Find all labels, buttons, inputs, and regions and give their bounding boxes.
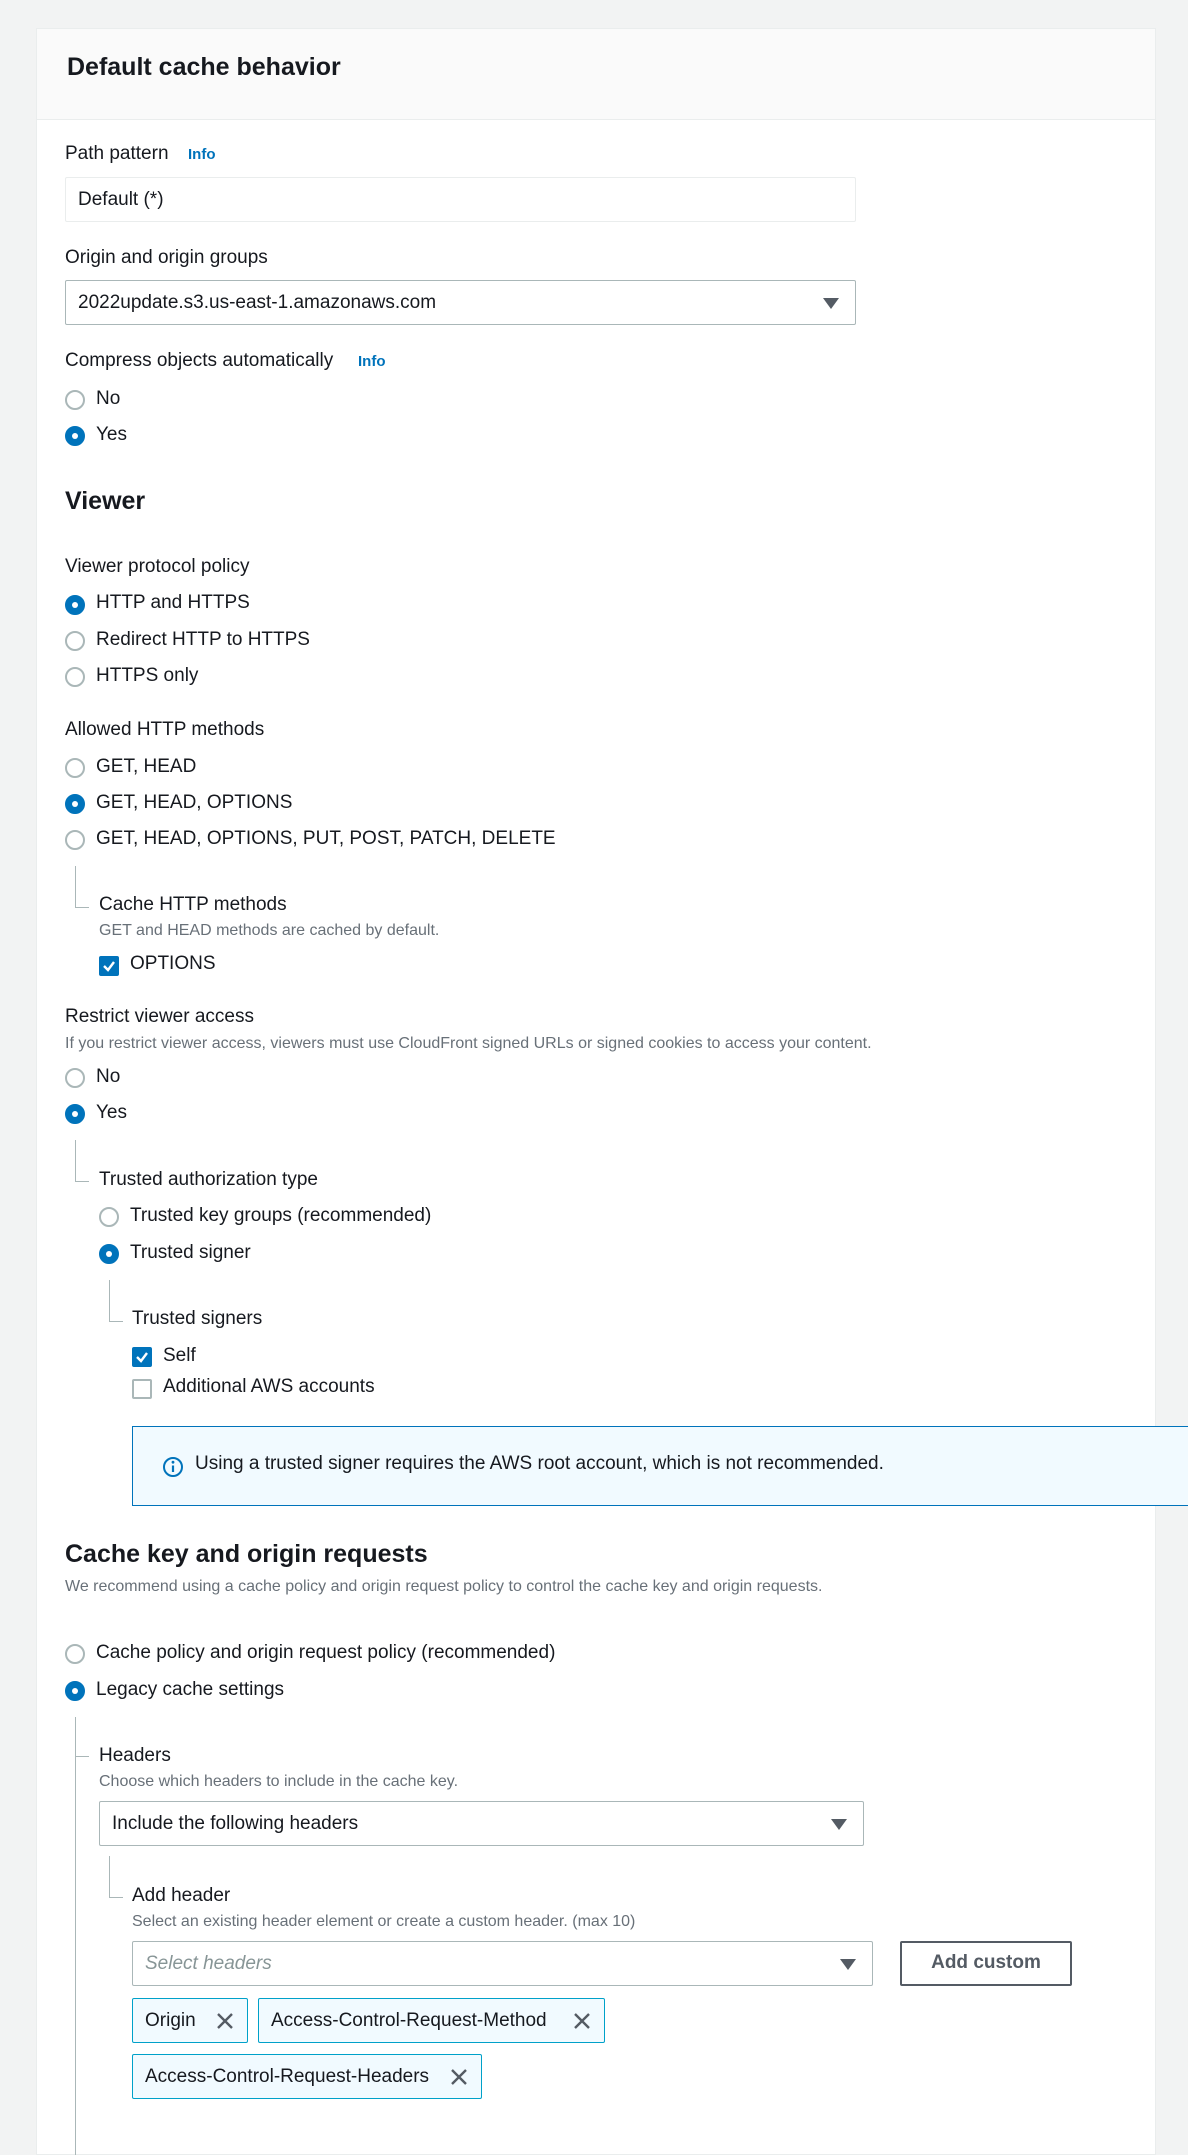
trusted-signers-label: Trusted signers bbox=[132, 1308, 263, 1329]
cache-policy-label: Cache policy and origin request policy (recommended) bbox=[96, 1642, 556, 1663]
protocol-http-https-radio[interactable] bbox=[65, 595, 85, 615]
tree-connector bbox=[109, 1897, 123, 1898]
restrict-no-label: No bbox=[96, 1066, 121, 1087]
compress-yes-radio[interactable] bbox=[65, 426, 85, 446]
trusted-signer-label: Trusted signer bbox=[130, 1242, 251, 1263]
cache-options-checkbox[interactable] bbox=[99, 956, 119, 976]
tree-connector bbox=[75, 1756, 89, 1757]
tree-connector bbox=[75, 907, 89, 908]
select-headers-input[interactable] bbox=[132, 1941, 873, 1986]
header-token-label: Access-Control-Request-Headers bbox=[145, 2066, 430, 2087]
compress-yes-label: Yes bbox=[96, 424, 127, 445]
methods-get-head-options-label: GET, HEAD, OPTIONS bbox=[96, 792, 293, 813]
cache-key-description: We recommend using a cache policy and origin request policy to control the cache key and origin requests. bbox=[65, 1578, 823, 1595]
headers-label: Headers bbox=[99, 1745, 171, 1766]
caret-down-icon bbox=[823, 298, 839, 309]
viewer-heading: Viewer bbox=[65, 487, 146, 515]
path-pattern-info-link[interactable]: Info bbox=[188, 146, 216, 163]
protocol-redirect-radio[interactable] bbox=[65, 631, 85, 651]
add-header-description: Select an existing header element or create a custom header. (max 10) bbox=[132, 1913, 636, 1930]
signer-additional-accounts-checkbox[interactable] bbox=[132, 1379, 152, 1399]
legacy-cache-settings-label: Legacy cache settings bbox=[96, 1679, 285, 1700]
tree-connector bbox=[109, 1321, 123, 1322]
add-custom-button[interactable]: Add custom bbox=[900, 1941, 1072, 1986]
select-headers-placeholder: Select headers bbox=[145, 1953, 272, 1974]
compress-no-label: No bbox=[96, 388, 121, 409]
viewer-protocol-label: Viewer protocol policy bbox=[65, 556, 250, 577]
methods-get-head-options-radio[interactable] bbox=[65, 794, 85, 814]
add-header-label: Add header bbox=[132, 1885, 231, 1906]
signer-self-label: Self bbox=[163, 1345, 196, 1366]
checkmark-icon bbox=[135, 1350, 149, 1364]
trusted-key-groups-radio[interactable] bbox=[99, 1207, 119, 1227]
cache-methods-label: Cache HTTP methods bbox=[99, 894, 287, 915]
headers-select-value: Include the following headers bbox=[112, 1813, 359, 1834]
tree-connector bbox=[109, 1856, 110, 1897]
cache-methods-description: GET and HEAD methods are cached by default. bbox=[99, 922, 440, 939]
checkmark-icon bbox=[102, 959, 116, 973]
protocol-https-only-label: HTTPS only bbox=[96, 665, 199, 686]
cache-key-heading: Cache key and origin requests bbox=[65, 1540, 428, 1568]
path-pattern-value: Default (*) bbox=[78, 189, 164, 210]
tree-connector bbox=[75, 1181, 89, 1182]
header-token-label: Access-Control-Request-Method bbox=[271, 2010, 547, 2031]
header-token bbox=[132, 1998, 248, 2043]
restrict-yes-label: Yes bbox=[96, 1102, 127, 1123]
section-title: Default cache behavior bbox=[67, 53, 341, 81]
methods-all-label: GET, HEAD, OPTIONS, PUT, POST, PATCH, DELETE bbox=[96, 828, 556, 849]
methods-get-head-label: GET, HEAD bbox=[96, 756, 197, 777]
close-icon[interactable] bbox=[572, 2011, 592, 2031]
restrict-yes-radio[interactable] bbox=[65, 1104, 85, 1124]
header-token bbox=[258, 1998, 605, 2043]
cache-options-label: OPTIONS bbox=[130, 953, 216, 974]
compress-label: Compress objects automatically bbox=[65, 350, 334, 371]
trusted-signer-radio[interactable] bbox=[99, 1244, 119, 1264]
tree-connector bbox=[109, 1280, 110, 1321]
caret-down-icon bbox=[831, 1819, 847, 1830]
compress-info-link[interactable]: Info bbox=[358, 353, 386, 370]
path-pattern-field bbox=[65, 177, 856, 222]
info-icon bbox=[162, 1456, 184, 1478]
close-icon[interactable] bbox=[449, 2067, 469, 2087]
signer-self-checkbox[interactable] bbox=[132, 1347, 152, 1367]
origin-select-value: 2022update.s3.us-east-1.amazonaws.com bbox=[78, 292, 437, 313]
headers-select[interactable] bbox=[99, 1801, 864, 1846]
caret-down-icon bbox=[840, 1959, 856, 1970]
tree-connector bbox=[75, 866, 76, 907]
protocol-http-https-label: HTTP and HTTPS bbox=[96, 592, 250, 613]
headers-description: Choose which headers to include in the cache key. bbox=[99, 1773, 459, 1790]
origin-select[interactable] bbox=[65, 280, 856, 325]
origin-label: Origin and origin groups bbox=[65, 247, 268, 268]
alert-message: Using a trusted signer requires the AWS root account, which is not recommended. bbox=[195, 1453, 884, 1474]
tree-connector bbox=[75, 1140, 76, 1181]
methods-all-radio[interactable] bbox=[65, 830, 85, 850]
restrict-no-radio[interactable] bbox=[65, 1068, 85, 1088]
restrict-access-description: If you restrict viewer access, viewers must use CloudFront signed URLs or signed cookies to access your content. bbox=[65, 1035, 872, 1052]
protocol-https-only-radio[interactable] bbox=[65, 667, 85, 687]
trusted-auth-type-label: Trusted authorization type bbox=[99, 1169, 318, 1190]
trusted-key-groups-label: Trusted key groups (recommended) bbox=[130, 1205, 432, 1226]
methods-get-head-radio[interactable] bbox=[65, 758, 85, 778]
header-token-label: Origin bbox=[145, 2010, 196, 2031]
allowed-methods-label: Allowed HTTP methods bbox=[65, 719, 265, 740]
trusted-signer-alert bbox=[132, 1426, 1188, 1506]
tree-connector bbox=[75, 1717, 76, 2155]
close-icon[interactable] bbox=[215, 2011, 235, 2031]
path-pattern-label: Path pattern bbox=[65, 143, 169, 164]
header-token bbox=[132, 2054, 482, 2099]
restrict-access-label: Restrict viewer access bbox=[65, 1006, 254, 1027]
cache-policy-radio[interactable] bbox=[65, 1644, 85, 1664]
protocol-redirect-label: Redirect HTTP to HTTPS bbox=[96, 629, 310, 650]
compress-no-radio[interactable] bbox=[65, 390, 85, 410]
signer-additional-accounts-label: Additional AWS accounts bbox=[163, 1376, 375, 1397]
legacy-cache-settings-radio[interactable] bbox=[65, 1681, 85, 1701]
